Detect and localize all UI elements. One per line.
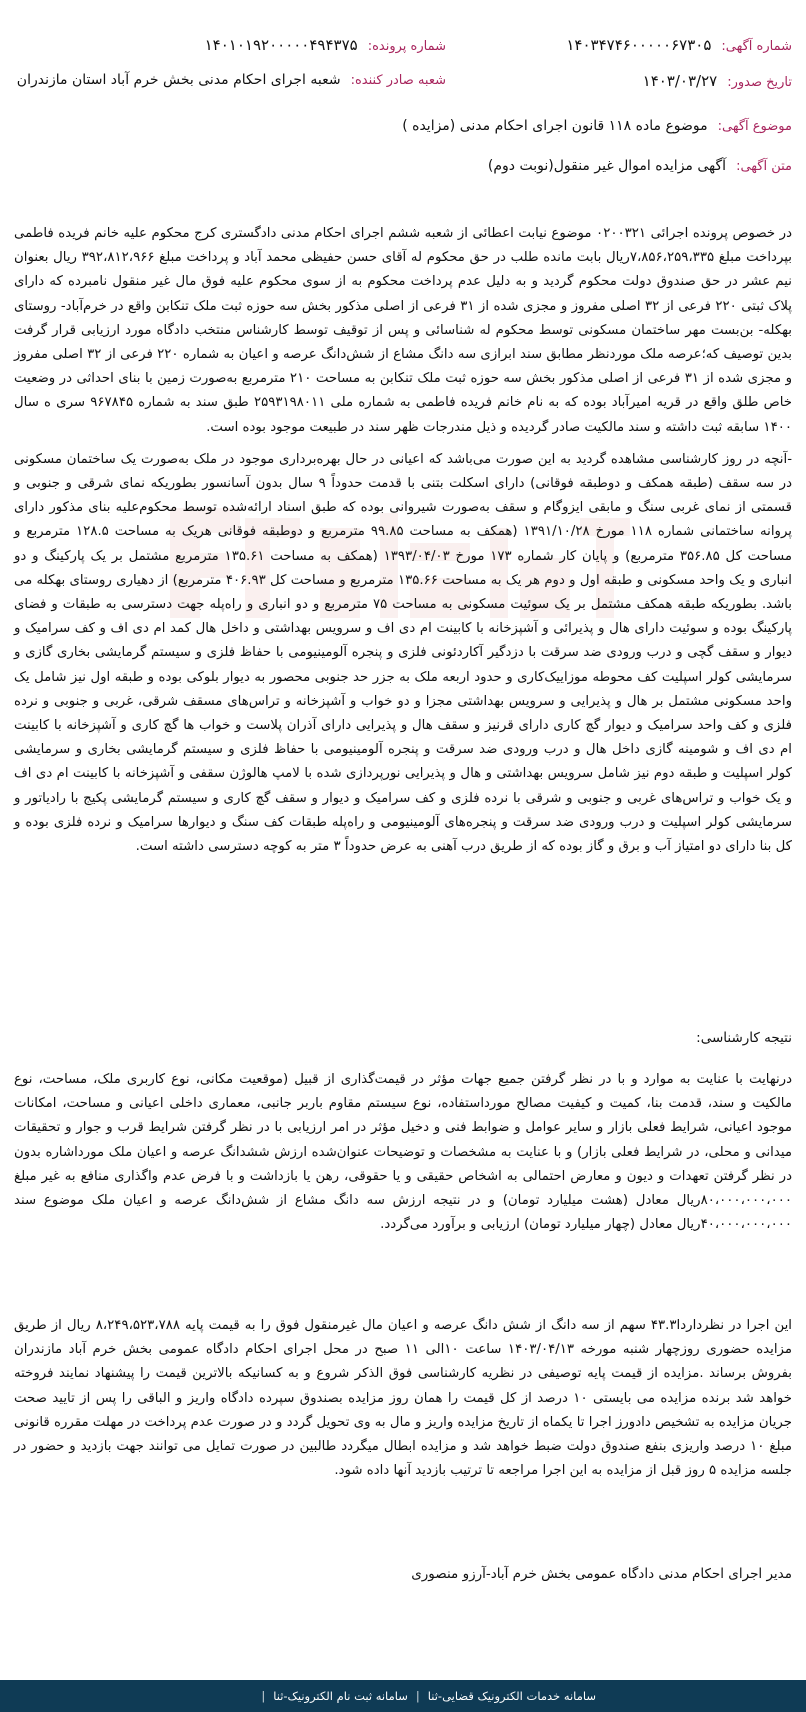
notice-number-value: ۱۴۰۳۴۷۴۶۰۰۰۰۰۶۷۳۰۵ [566, 36, 712, 54]
signature-line: مدیر اجرای احکام مدنی دادگاه عمومی بخش خرم آباد-آرزو منصوری [411, 1566, 792, 1582]
footer-link-sana-registration[interactable]: سامانه ثبت نام الکترونیک-ثنا [273, 1689, 408, 1703]
issuing-branch-value: شعبه اجرای احکام مدنی بخش خرم آباد استان مازندران [16, 72, 341, 88]
notice-subject-label: موضوع آگهی: [717, 119, 792, 134]
case-number-field [205, 36, 446, 54]
issue-date-field [643, 72, 792, 90]
footer-separator: | [415, 1689, 420, 1703]
case-number-value: ۱۴۰۱۰۱۹۲۰۰۰۰۰۴۹۴۳۷۵ [204, 36, 358, 54]
notice-subject-field [402, 118, 792, 134]
footer-link-sana-services[interactable]: سامانه خدمات الکترونیک قضایی-ثنا [427, 1689, 596, 1703]
case-number-label: شماره پرونده: [367, 39, 446, 54]
issue-date-label: تاریخ صدور: [727, 75, 792, 90]
expert-report-paragraph: -آنچه در روز کارشناسی مشاهده گردید به این صورت می‌باشد که اعیانی در حال بهره‌برداری موجود در ملک به‌صورت یک ساختمان مسکونی در سه سقف (طبقه همکف و دوطبقه فوقانی) دارای اسکلت بتنی با قدمت حدوداً ۹ سال بدون آسانسور بطوریکه نمای شرقی و جنوبی و قسمتی از نمای غربی سنگ و مابقی ایزوگام و سقف به‌صورت شیروانی بوده که طبق اسناد ارائه‌شده توسط محکوم‌علیه بنای مذکور دارای پروانه ساختمانی شماره ۱۱۸ مورخ ۱۳۹۱/۱۰/۲۸ (همکف به مساحت ۹۹.۸۵ مترمربع و دوطبقه فوقانی هریک به مساحت ۱۲۸.۵ مترمربع و مساحت کل ۳۵۶.۸۵ مترمربع) و پایان کار شماره ۱۷۳ مورخ ۱۳۹۳/۰۴/۰۳ (همکف به مساحت ۱۳۵.۶۱ مترمربع مشتمل بر یک پارکینگ و دو انباری و یک واحد مسکونی و طبقه اول و دوم هر یک به مساحت ۱۳۵.۶۶ مترمربع و مساحت کل ۴۰۶.۹۳ مترمربع) از دهیاری روستای بهکله می باشد. بطوریکه طبقه همکف مشتمل بر یک سوئیت مسکونی به مساحت ۷۵ مترمربع و دو انباری و راه‌پله جهت دسترسی به طبقات و فضای پارکینگ بوده و سوئیت دارای هال و پذیرائی و آشپزخانه با کابینت ام دی اف و سرویس بهداشتی و داخل هال کمد ام دی اف و کف سرامیک و دیوار و سقف گچی و درب ورودی ضد سرقت با دزدگیر آکاردئونی فلزی و پنجره آلومینیومی با حفاظ فلزی و سیستم گرمایشی بخاری گازی و سرمایشی کولر اسپلیت کف محوطه موزاییک‌کاری و حدود اربعه ملک به جزر حد جنوبی محصور به دیوار بلوکی بوده و طبقه اول نیز شامل یک واحد مسکونی مشتمل بر هال و پذیرایی و سرویس بهداشتی مجزا و دو خواب و آشپزخانه و تراس‌های مسقف شرقی، غربی و جنوبی و نرده فلزی و کف واحد سرامیک و دیوار گچ کاری دارای قرنیز و سقف هال و پذیرایی دارای آذران پلاست و خواب ها گچ کاری و آشپزخانه با کابینت ام دی اف و شومینه گازی داخل هال و درب ورودی ضد سرقت و پنجره آلومینیومی با حفاظ فلزی و سیستم گرمایشی بخاری و سرمایشی کولر اسپلیت و طبقه دوم نیز شامل سرویس بهداشتی و هال و پذیرایی نورپردازی شده با لامپ هالوژن سقفی و آشپزخانه با کابینت ام دی اف و یک خواب و تراس‌های غربی و جنوبی و شرقی با نرده فلزی و کف سرامیک و دیوار و سقف گچ کاری و سیستم گرمایشی پکیج با رادیاتور و سرمایشی کولر اسپلیت و درب ورودی ضد سرقت و پنجره‌های آلومینیومی و راه‌پله طبقات کف سنگ و دیوارها سرامیک و نرده فلزی بوده و کل بنا دارای دو امتیاز آب و برق و گاز بوده که از طریق درب آهنی به عرض حدوداً ۳ متر به کوچه دسترسی داشته است. [14, 451, 792, 855]
intro-paragraph: در خصوص پرونده اجرائی ۰۲۰۰۳۲۱ موضوع نیابت اعطائی از شعبه ششم اجرای احکام مدنی دادگستری کرج محکوم علیه خانم فریده فاطمی بپرداخت مبلغ ۷،۸۵۶،۲۵۹،۳۳۵ریال بابت مانده طلب در حق محکوم له آقای حسن حفیظی محمد آباد و پرداخت مبلغ ۳۹۲،۸۱۲،۹۶۶ ریال بعنوان نیم عشر در حق صندوق دولت محکوم گردید و به دلیل عدم پرداخت محکوم به از سوی محکوم علیه فوق مال غیر منقول نامبرده که دارای پلاک ثبتی ۲۲۰ فرعی از ۳۲ اصلی مفروز و مجزی شده از ۳۱ فرعی از اصلی مذکور بخش سه حوزه ثبت ملک تنکابن واقع در خرم‌آباد- روستای بهکله- بن‌بست مهر ساختمان مسکونی توسط محکوم له شناسائی و پس از توقیف توسط کارشناس منتخب دادگاه مورد ارزیابی قرار گرفت بدین توصیف که؛عرصه ملک موردنظر مطابق سند ابرازی سه دانگ مشاع از شش‌دانگ عرصه و اعیان به شماره ۲۲۰ فرعی از ۳۲ اصلی مفروز و مجزی شده از ۳۱ فرعی از اصلی مذکور بخش سه حوزه ثبت ملک تنکابن به مساحت ۲۱۰ مترمربع به‌صورت زمین با بنای احداثی در وضعیت خاص طلق واقع در قریه امیرآباد بوده که به نام خانم فریده فاطمی به شماره ملی ۲۵۹۳۱۹۸۰۱۱ طبق سند به شماره ۹۶۷۸۴۵ سری ه سال ۱۴۰۰ سابقه ثبت داشته و سند مالکیت صادر گردیده و ذیل مندرجات ظهر سند در طبیعت موجود بوده است. [14, 226, 793, 435]
footer-separator: | [261, 1689, 266, 1703]
notice-text-value: آگهی مزایده اموال غیر منقول(نوبت دوم) [487, 158, 727, 174]
footer-bar [0, 1680, 806, 1712]
issue-date-value: ۱۴۰۳/۰۳/۲۷ [642, 72, 718, 90]
conclusion-paragraph: درنهایت با عنایت به موارد و با در نظر گرفتن جمیع جهات مؤثر در قیمت‌گذاری از قبیل (موقعیت مکانی، نوع کاربری ملک، مساحت، نوع مالکیت و سند، قدمت بنا، کمیت و کیفیت مصالح مورداستفاده، نوع سیستم مقاوم باربر جانبی، معماری داخلی اعیانی و مساحت، امکانات موجود اعیانی، شرایط فعلی بازار و سایر عوامل و ضوابط فنی و دخیل مؤثر در امر ارزیابی با در نظر گرفتن شرایط قرب و جوار و تحقیقات میدانی و محلی، در شرایط فعلی بازار) و با عنایت به مشخصات و توضیحات عنوان‌شده ارزش ششدانگ عرصه و اعیان ملک مورداشاره بدون در نظر گرفتن تعهدات و دیون و معارض احتمالی به اشخاص حقیقی و یا حقوقی، رهن یا بازداشت و با فرض عدم واگذاری منافع به غیر مبلغ ۸۰،۰۰۰،۰۰۰،۰۰۰ریال معادل (هشت میلیارد تومان) و در نتیجه ارزش سه دانگ مشاع از شش‌دانگ عرصه و اعیان ملک موضوع سند ۴۰،۰۰۰،۰۰۰،۰۰۰ریال معادل (چهار میلیارد تومان) ارزیابی و برآورد می‌گردد. [14, 1072, 792, 1233]
notice-number-field [566, 36, 792, 54]
notice-number-label: شماره آگهی: [721, 39, 792, 54]
notice-text-label: متن آگهی: [736, 159, 792, 174]
auction-paragraph: این اجرا در نظرداردا۴۳.۳ سهم از سه دانگ از شش دانگ عرصه و اعیان مال غیرمنقول فوق را به قیمت پایه ۸،۲۴۹،۵۲۳،۷۸۸ ریال از طریق مزایده حضوری روزچهار شنبه مورخه ۱۴۰۳/۰۴/۱۳ ساعت ۱۰الی ۱۱ صبح در محل اجرای احکام دادگاه عمومی بخش خرم آباد مازندران بفروش برساند .مزایده از قیمت پایه توصیفی در نظریه کارشناسی فوق الذکر شروع و به کسانیکه بالاترین قیمت را پیشنهاد نمایند فروخته خواهد شد برنده مزایده می بایستی ۱۰ درصد از کل قیمت را همان روز مزایده بصندوق سپرده دادگاه واریز و الباقی را پس از تایید صحت جریان مزایده به تشخیص دادورز اجرا تا یکماه از تاریخ مزایده واریز و مال به وی تحویل گردد و در صورت عدم پرداخت در مهلت مقرره قانونی مبلغ ۱۰ درصد واریزی بنفع صندوق دولت ضبط خواهد شد و مزایده ابطال میگردد طالبین در صورت تمایل می توانند جهت بازدید و حضور در جلسه مزایده ۵ روز قبل از مزایده به این اجرا مراجعه تا ترتیب بازدید آنها داده شود. [14, 1318, 793, 1479]
notice-body [14, 222, 792, 859]
issuing-branch-field [17, 72, 446, 88]
issuing-branch-label: شعبه صادر کننده: [350, 73, 446, 88]
conclusion-heading: نتیجه کارشناسی: [696, 1030, 792, 1046]
notice-subject-value: موضوع ماده ۱۱۸ قانون اجرای احکام مدنی (مزایده ) [402, 118, 708, 134]
notice-text-field [488, 158, 792, 174]
